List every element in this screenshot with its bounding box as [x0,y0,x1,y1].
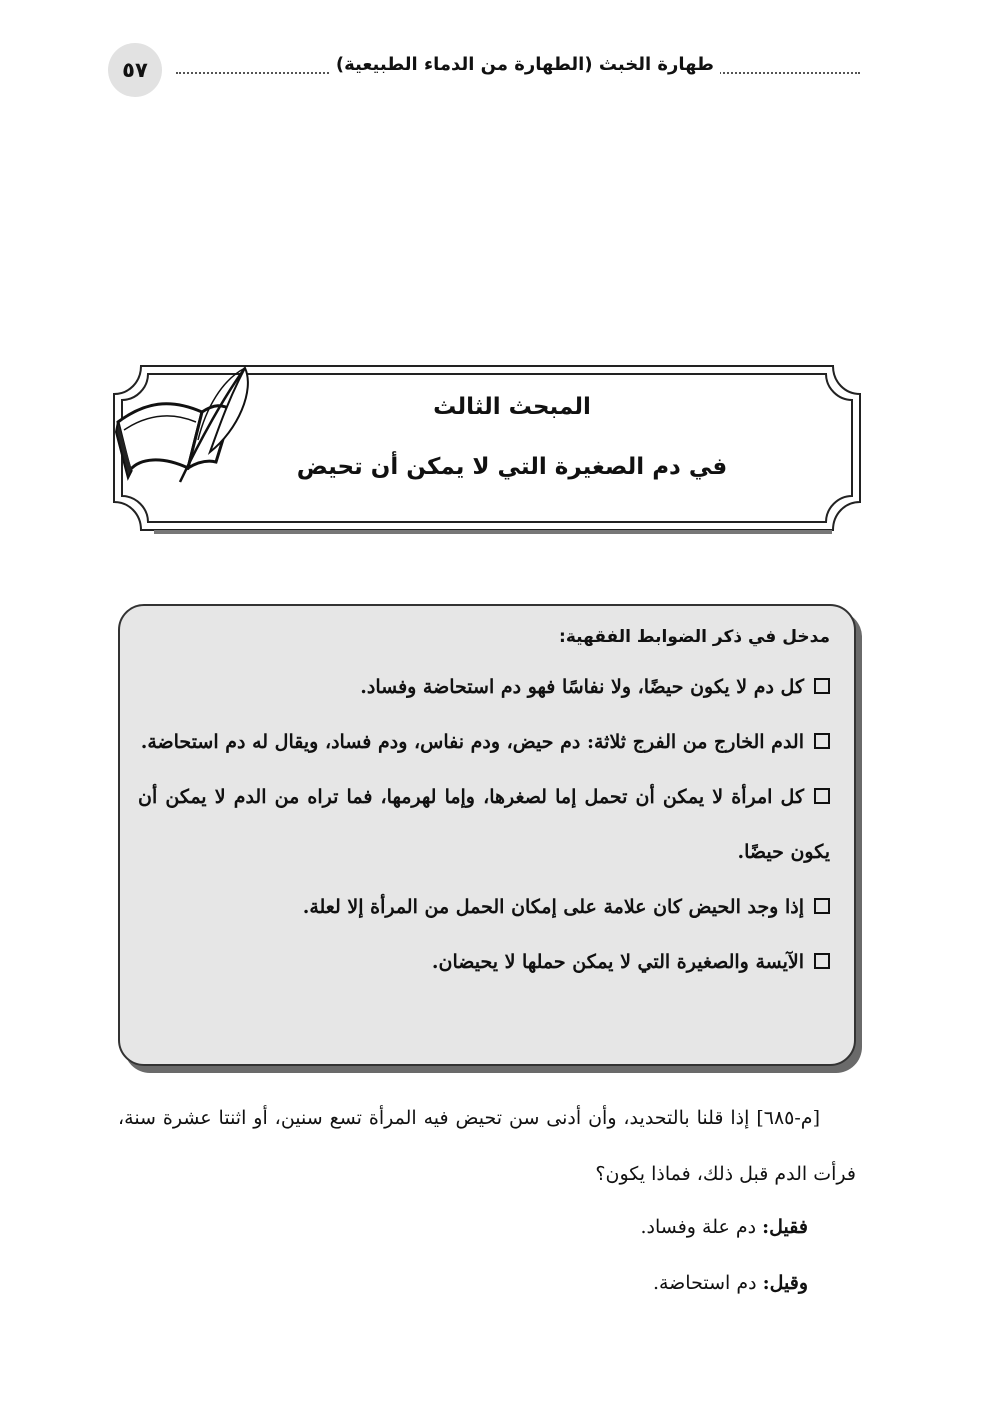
rules-box [118,604,856,1066]
section-subtitle: في دم الصغيرة التي لا يمكن أن تحيض [296,454,728,480]
rule-text: الدم الخارج من الفرج ثلاثة: دم حيض، ودم نفاس، ودم فساد، ويقال له دم استحاضة. [140,731,804,753]
section-title-frame [110,360,864,536]
rule-text: الآيسة والصغيرة التي لا يمكن حملها لا يحيضان. [431,951,804,973]
rule-item [138,880,830,935]
opinion-text: دم استحاضة. [652,1272,757,1294]
book-quill-icon [110,360,260,490]
section-heading: المبحث الثالث [433,394,591,420]
rule-item [138,770,830,880]
checkbox-icon [814,788,830,804]
checkbox-icon [814,953,830,969]
opinion-text: دم علة وفساد. [640,1216,757,1238]
body-paragraph: [م-٦٨٥] إذا قلنا بالتحديد، وأن أدنى سن تحيض فيه المرأة تسع سنين، أو اثنتا عشرة سنة، فرأت الدم قبل ذلك، فماذا يكون؟ [118,1107,856,1185]
page-number: ٥٧ [108,43,162,97]
section-title [280,388,744,486]
opinion-label: فقيل: [762,1216,808,1238]
checkbox-icon [814,898,830,914]
rule-item [138,660,830,715]
rule-text: كل دم لا يكون حيضًا، ولا نفاسًا فهو دم استحاضة وفساد. [360,676,804,698]
rules-heading: مدخل في ذكر الضوابط الفقهية: [559,627,830,647]
page-header [100,40,860,100]
rule-text: كل امرأة لا يمكن أن تحمل إما لصغرها، وإما لهرمها، فما تراه من الدم لا يمكن أن يكون حيضًا. [138,786,830,863]
rule-item [138,715,830,770]
checkbox-icon [814,733,830,749]
opinion-label: وقيل: [762,1272,808,1294]
opinion-2 [653,1268,808,1298]
rule-text: إذا وجد الحيض كان علامة على إمكان الحمل من المرأة إلا لعلة. [302,896,804,918]
rule-item [138,935,830,990]
opinion-1 [640,1212,808,1242]
checkbox-icon [814,678,830,694]
running-title: طهارة الخبث (الطهارة من الدماء الطبيعية) [330,54,720,75]
